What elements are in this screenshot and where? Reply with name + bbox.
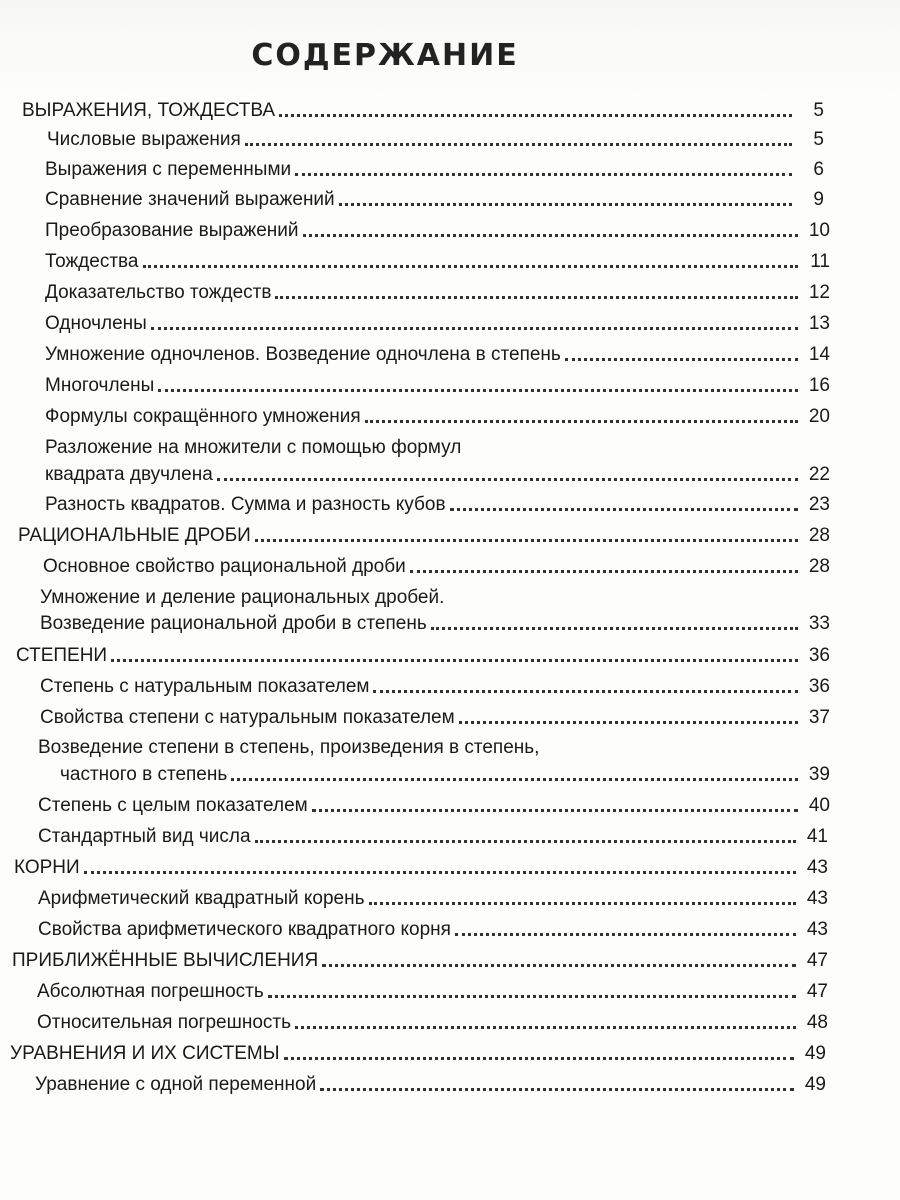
toc-entry[interactable]: [60, 760, 830, 790]
toc-entry[interactable]: [45, 216, 830, 246]
toc-entry-page: 14: [808, 344, 830, 365]
leader-dots: [303, 234, 798, 237]
toc-entry-page: 5: [813, 100, 824, 121]
leader-dots: [255, 539, 798, 542]
toc-entry-label: Тождества: [45, 251, 139, 272]
toc-entry-label: квадрата двучлена: [45, 464, 213, 485]
leader-dots: [320, 1088, 794, 1091]
leader-dots: [565, 358, 798, 361]
toc-entry-label: Свойства степени с натуральным показателем: [40, 707, 455, 728]
toc-entry-page: 49: [804, 1043, 826, 1064]
leader-dots: [410, 570, 798, 573]
toc-entry-page: 33: [808, 613, 830, 634]
toc-entry[interactable]: [38, 822, 828, 852]
toc-entry-label: РАЦИОНАЛЬНЫЕ ДРОБИ: [18, 525, 251, 546]
toc-entry-label: Уравнение с одной переменной: [35, 1074, 317, 1095]
toc-entry[interactable]: [45, 309, 830, 339]
toc-entry-label: Формулы сокращённого умножения: [45, 406, 361, 427]
leader-dots: [245, 143, 792, 146]
toc-entry-label: Стандартный вид числа: [38, 826, 251, 847]
toc-entry[interactable]: [37, 1008, 828, 1038]
leader-dots: [373, 690, 798, 693]
leader-dots: [158, 389, 798, 392]
toc-entry[interactable]: [38, 884, 828, 914]
leader-dots: [279, 114, 792, 117]
toc-entry[interactable]: [38, 915, 828, 945]
toc-entry-label: частного в степень: [60, 764, 228, 785]
toc-entry-page: 47: [806, 981, 828, 1002]
leader-dots: [365, 420, 798, 423]
toc-entry[interactable]: [45, 185, 824, 215]
toc-entry-label: Степень с натуральным показателем: [40, 676, 370, 697]
toc-entry-page: 16: [808, 375, 830, 396]
leader-dots: [275, 296, 798, 299]
toc-entry[interactable]: [14, 853, 828, 883]
toc-entry-page: 11: [810, 251, 830, 272]
toc-entry[interactable]: [40, 609, 830, 639]
toc-entry-label: ПРИБЛИЖЁННЫЕ ВЫЧИСЛЕНИЯ: [12, 950, 319, 971]
toc-entry-label-line1: Умножение и деление рациональных дробей.: [40, 587, 445, 608]
toc-entry[interactable]: [10, 1039, 826, 1069]
page-title: СОДЕРЖАНИЕ: [251, 38, 519, 73]
toc-entry[interactable]: [47, 125, 824, 155]
leader-dots: [255, 840, 796, 843]
toc-entry-label: Степень с целым показателем: [38, 795, 308, 816]
toc-entry[interactable]: [43, 552, 830, 582]
leader-dots: [151, 327, 798, 330]
toc-entry-page: 49: [804, 1074, 826, 1095]
toc-entry-page: 6: [813, 159, 824, 180]
leader-dots: [322, 964, 796, 967]
toc-entry-label: Разность квадратов. Сумма и разность кубов: [45, 494, 446, 515]
toc-entry-page: 13: [808, 313, 830, 334]
leader-dots: [84, 871, 796, 874]
leader-dots: [284, 1057, 794, 1060]
leader-dots: [339, 203, 792, 206]
toc-entry-label: Числовые выражения: [47, 129, 241, 150]
leader-dots: [431, 627, 798, 630]
toc-entry-label: КОРНИ: [14, 857, 80, 878]
toc-entry[interactable]: [40, 703, 830, 733]
toc-entry-label: Многочлены: [45, 375, 155, 396]
toc-entry-label-line1: Разложение на множители с помощью формул: [45, 437, 462, 458]
toc-entry-page: 41: [806, 826, 828, 847]
toc-entry[interactable]: [45, 155, 824, 185]
toc-entry[interactable]: [37, 977, 828, 1007]
toc-entry-label: Арифметический квадратный корень: [38, 888, 365, 909]
toc-entry[interactable]: [12, 946, 828, 976]
toc-entry-label: Сравнение значений выражений: [45, 189, 335, 210]
leader-dots: [450, 508, 798, 511]
toc-entry[interactable]: [22, 96, 824, 126]
toc-entry-page: 43: [806, 888, 828, 909]
toc-entry[interactable]: [45, 371, 830, 401]
toc-entry[interactable]: [45, 278, 830, 308]
toc-entry-page: 10: [808, 220, 830, 241]
toc-entry-page: 37: [808, 707, 830, 728]
toc-entry-label: СТЕПЕНИ: [16, 645, 108, 666]
toc-entry-label: Относительная погрешность: [37, 1012, 292, 1033]
toc-entry-label: Выражения с переменными: [45, 159, 292, 180]
leader-dots: [143, 265, 799, 268]
toc-entry-page: 9: [813, 189, 824, 210]
toc-entry-page: 5: [813, 129, 824, 150]
toc-entry-label: Возведение рациональной дроби в степень: [40, 613, 427, 634]
toc-entry[interactable]: [45, 247, 830, 277]
toc-entry[interactable]: [18, 521, 830, 551]
leader-dots: [217, 478, 798, 481]
toc-entry-page: 12: [808, 282, 830, 303]
leader-dots: [312, 809, 798, 812]
leader-dots: [295, 1026, 796, 1029]
toc-entry-page: 36: [808, 645, 830, 666]
toc-entry[interactable]: [35, 1070, 826, 1100]
toc-entry-label: Основное свойство рациональной дроби: [43, 556, 406, 577]
toc-entry-page: 43: [806, 919, 828, 940]
toc-entry[interactable]: [45, 402, 830, 432]
toc-entry-label: Преобразование выражений: [45, 220, 299, 241]
toc-entry-label: ВЫРАЖЕНИЯ, ТОЖДЕСТВА: [22, 100, 276, 121]
toc-entry-label-line1: Возведение степени в степень, произведения в степень,: [38, 737, 540, 758]
toc-entry[interactable]: [45, 340, 830, 370]
toc-entry-page: 47: [806, 950, 828, 971]
toc-entry[interactable]: [16, 641, 830, 671]
toc-entry-page: 40: [808, 795, 830, 816]
toc-entry-page: 36: [808, 676, 830, 697]
toc-entry-label: Умножение одночленов. Возведение одночлена в степень: [45, 344, 561, 365]
toc-entry-page: 28: [808, 556, 830, 577]
leader-dots: [111, 659, 798, 662]
toc-entry-page: 48: [806, 1012, 828, 1033]
leader-dots: [268, 995, 796, 998]
toc-entry-label: Доказательство тождеств: [45, 282, 272, 303]
toc-entry[interactable]: [38, 791, 830, 821]
toc-entry[interactable]: [40, 672, 830, 702]
toc-entry-label: Свойства арифметического квадратного корня: [38, 919, 451, 940]
toc-entry-page: 43: [806, 857, 828, 878]
toc-entry-page: 39: [808, 764, 830, 785]
toc-entry-label: УРАВНЕНИЯ И ИХ СИСТЕМЫ: [10, 1043, 280, 1064]
toc-entry-label: Одночлены: [45, 313, 147, 334]
leader-dots: [459, 721, 798, 724]
leader-dots: [231, 778, 798, 781]
leader-dots: [369, 902, 796, 905]
toc-entry[interactable]: [45, 460, 830, 490]
toc-entry-page: 20: [808, 406, 830, 427]
toc-entry-page: 23: [808, 494, 830, 515]
toc-entry-label: Абсолютная погрешность: [37, 981, 264, 1002]
toc-entry[interactable]: [45, 490, 830, 520]
toc-entry-page: 22: [808, 464, 830, 485]
leader-dots: [455, 933, 796, 936]
leader-dots: [295, 173, 792, 176]
toc-entry-page: 28: [808, 525, 830, 546]
